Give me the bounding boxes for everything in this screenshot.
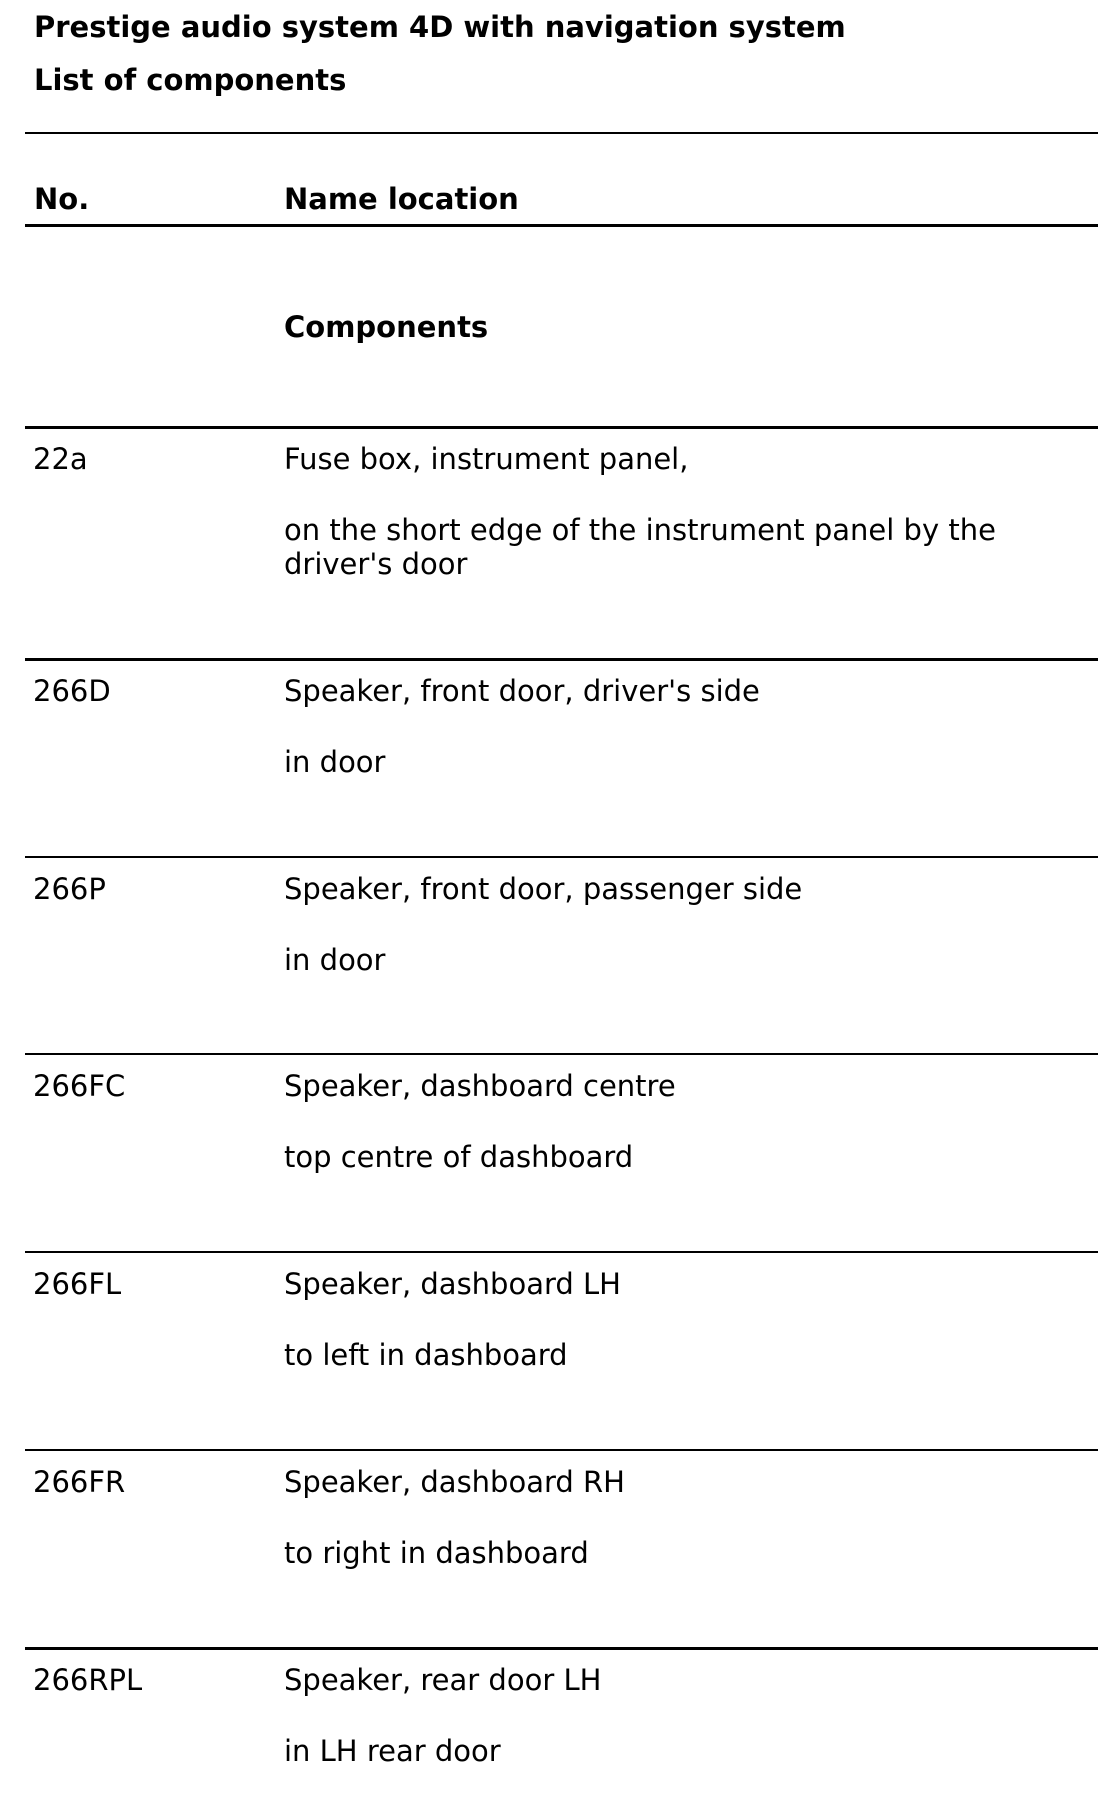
divider [25,856,1098,858]
component-number: 266FL [33,1267,122,1301]
component-number: 266FR [33,1465,126,1499]
column-header-name-location: Name location [284,182,519,216]
document-title: Prestige audio system 4D with navigation system [34,10,846,44]
section-heading: Components [284,310,489,344]
divider [25,1647,1098,1650]
component-name: Speaker, front door, passenger side [284,872,803,906]
component-name: Speaker, dashboard RH [284,1465,625,1499]
divider [25,1449,1098,1451]
component-number: 266D [33,674,111,708]
component-location: in LH rear door [284,1734,501,1768]
component-location: in door [284,745,386,779]
divider [25,224,1098,227]
component-name: Fuse box, instrument panel, [284,442,689,476]
component-location: in door [284,943,386,977]
component-location: to right in dashboard [284,1536,589,1570]
component-number: 266FC [33,1069,126,1103]
component-name: Speaker, front door, driver's side [284,674,760,708]
component-number: 266RPL [33,1663,143,1697]
component-location: top centre of dashboard [284,1140,634,1174]
component-name: Speaker, dashboard LH [284,1267,621,1301]
component-location: on the short edge of the instrument panel by the driver's door [284,513,996,581]
document-subtitle: List of components [34,63,347,97]
divider [25,1053,1098,1055]
divider [25,658,1098,661]
component-name: Speaker, dashboard centre [284,1069,676,1103]
divider [25,1251,1098,1253]
divider [25,132,1098,134]
component-number: 22a [33,442,88,476]
component-number: 266P [33,872,106,906]
component-location: to left in dashboard [284,1338,568,1372]
divider [25,426,1098,429]
component-name: Speaker, rear door LH [284,1663,602,1697]
column-header-no: No. [34,182,90,216]
